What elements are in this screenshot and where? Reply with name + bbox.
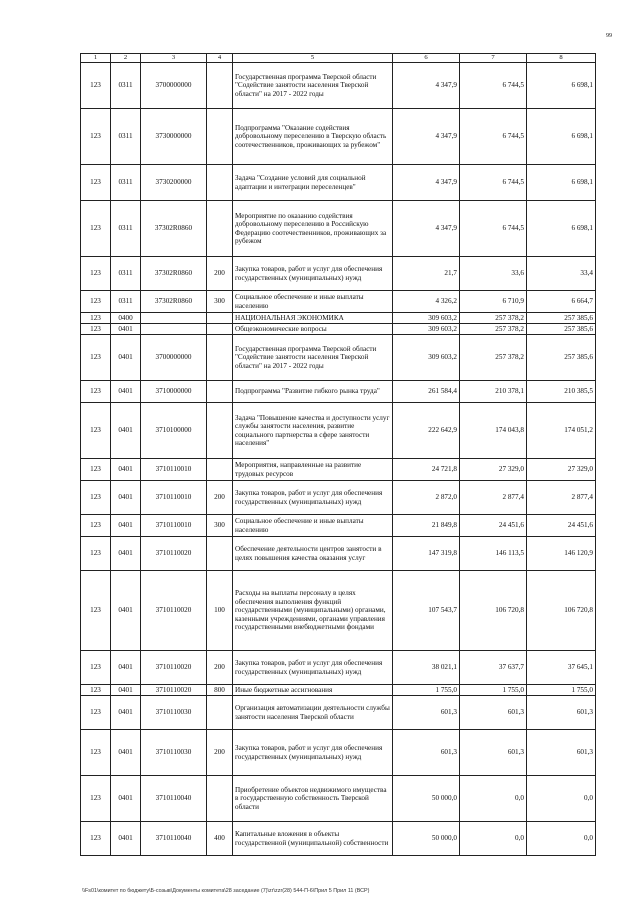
item-name-cell: Социальное обеспечение и иные выплаты населению bbox=[233, 515, 393, 537]
chapter-code-cell: 123 bbox=[81, 776, 111, 822]
item-name-cell: Мероприятия, направленные на развитие трудовых ресурсов bbox=[233, 459, 393, 481]
target-article-cell: 3710110020 bbox=[141, 571, 207, 651]
amount-cell-col6: 309 603,2 bbox=[393, 313, 460, 324]
amount-cell-col6: 309 603,2 bbox=[393, 324, 460, 335]
expense-type-cell bbox=[207, 165, 233, 201]
amount-cell-col6: 4 347,9 bbox=[393, 109, 460, 165]
expense-type-cell bbox=[207, 403, 233, 459]
section-code-cell: 0401 bbox=[111, 481, 141, 515]
target-article-cell: 37302R0860 bbox=[141, 257, 207, 291]
target-article-cell: 3710110030 bbox=[141, 730, 207, 776]
section-code-cell: 0311 bbox=[111, 291, 141, 313]
amount-cell-col7: 257 378,2 bbox=[460, 324, 527, 335]
target-article-cell: 3710110010 bbox=[141, 481, 207, 515]
expense-type-cell: 100 bbox=[207, 571, 233, 651]
table-row bbox=[81, 324, 596, 335]
amount-cell-col7: 6 744,5 bbox=[460, 165, 527, 201]
chapter-code-cell: 123 bbox=[81, 822, 111, 856]
amount-cell-col8: 601,3 bbox=[527, 730, 596, 776]
section-code-cell: 0401 bbox=[111, 515, 141, 537]
chapter-code-cell: 123 bbox=[81, 313, 111, 324]
item-name-cell: Капитальные вложения в объекты государственной (муниципальной) собственности bbox=[233, 822, 393, 856]
item-name-cell: Подпрограмма "Оказание содействия добровольному переселению в Тверскую область соотечественников, проживающих за рубежом" bbox=[233, 109, 393, 165]
amount-cell-col6: 222 642,9 bbox=[393, 403, 460, 459]
table-row bbox=[81, 109, 596, 165]
item-name-cell: Государственная программа Тверской области "Содействие занятости населения Тверской области" на 2017 - 2022 годы bbox=[233, 335, 393, 381]
expense-type-cell: 200 bbox=[207, 651, 233, 685]
amount-cell-col7: 24 451,6 bbox=[460, 515, 527, 537]
amount-cell-col6: 261 584,4 bbox=[393, 381, 460, 403]
table-row bbox=[81, 776, 596, 822]
amount-cell-col7: 37 637,7 bbox=[460, 651, 527, 685]
amount-cell-col8: 6 698,1 bbox=[527, 109, 596, 165]
column-header: 2 bbox=[111, 54, 141, 63]
section-code-cell: 0401 bbox=[111, 776, 141, 822]
column-header: 6 bbox=[393, 54, 460, 63]
item-name-cell: Приобретение объектов недвижимого имущества в государственную собственность Тверской области bbox=[233, 776, 393, 822]
amount-cell-col6: 601,3 bbox=[393, 730, 460, 776]
section-code-cell: 0311 bbox=[111, 257, 141, 291]
chapter-code-cell: 123 bbox=[81, 730, 111, 776]
amount-cell-col7: 6 744,5 bbox=[460, 109, 527, 165]
table-row bbox=[81, 313, 596, 324]
amount-cell-col6: 4 347,9 bbox=[393, 201, 460, 257]
amount-cell-col6: 147 319,8 bbox=[393, 537, 460, 571]
amount-cell-col6: 2 872,0 bbox=[393, 481, 460, 515]
chapter-code-cell: 123 bbox=[81, 324, 111, 335]
item-name-cell: Закупка товаров, работ и услуг для обеспечения государственных (муниципальных) нужд bbox=[233, 481, 393, 515]
target-article-cell bbox=[141, 313, 207, 324]
column-header: 8 bbox=[527, 54, 596, 63]
amount-cell-col7: 106 720,8 bbox=[460, 571, 527, 651]
item-name-cell: Закупка товаров, работ и услуг для обеспечения государственных (муниципальных) нужд bbox=[233, 730, 393, 776]
target-article-cell: 3710110010 bbox=[141, 515, 207, 537]
section-code-cell: 0311 bbox=[111, 109, 141, 165]
item-name-cell: Мероприятие по оказанию содействия добровольному переселению в Российскую Федерацию соотечественников, проживающих за рубежом bbox=[233, 201, 393, 257]
expense-type-cell bbox=[207, 324, 233, 335]
table-row bbox=[81, 537, 596, 571]
table-row bbox=[81, 730, 596, 776]
table-row bbox=[81, 481, 596, 515]
item-name-cell: Общеэкономические вопросы bbox=[233, 324, 393, 335]
item-name-cell: Организация автоматизации деятельности службы занятости населения Тверской области bbox=[233, 696, 393, 730]
expense-type-cell: 800 bbox=[207, 685, 233, 696]
amount-cell-col6: 601,3 bbox=[393, 696, 460, 730]
chapter-code-cell: 123 bbox=[81, 335, 111, 381]
expense-type-cell bbox=[207, 313, 233, 324]
amount-cell-col8: 2 877,4 bbox=[527, 481, 596, 515]
expense-type-cell bbox=[207, 201, 233, 257]
amount-cell-col6: 1 755,0 bbox=[393, 685, 460, 696]
chapter-code-cell: 123 bbox=[81, 537, 111, 571]
amount-cell-col7: 2 877,4 bbox=[460, 481, 527, 515]
target-article-cell: 3710110030 bbox=[141, 696, 207, 730]
chapter-code-cell: 123 bbox=[81, 685, 111, 696]
amount-cell-col8: 0,0 bbox=[527, 776, 596, 822]
amount-cell-col7: 0,0 bbox=[460, 776, 527, 822]
expense-type-cell bbox=[207, 109, 233, 165]
section-code-cell: 0401 bbox=[111, 651, 141, 685]
chapter-code-cell: 123 bbox=[81, 109, 111, 165]
target-article-cell: 3710110040 bbox=[141, 776, 207, 822]
expense-type-cell bbox=[207, 459, 233, 481]
table-row bbox=[81, 257, 596, 291]
amount-cell-col8: 210 385,5 bbox=[527, 381, 596, 403]
table-row bbox=[81, 201, 596, 257]
expense-type-cell: 200 bbox=[207, 481, 233, 515]
target-article-cell: 3710110040 bbox=[141, 822, 207, 856]
amount-cell-col7: 146 113,5 bbox=[460, 537, 527, 571]
expense-type-cell bbox=[207, 63, 233, 109]
table-row bbox=[81, 165, 596, 201]
amount-cell-col7: 0,0 bbox=[460, 822, 527, 856]
expense-type-cell: 400 bbox=[207, 822, 233, 856]
section-code-cell: 0401 bbox=[111, 696, 141, 730]
amount-cell-col6: 107 543,7 bbox=[393, 571, 460, 651]
amount-cell-col8: 601,3 bbox=[527, 696, 596, 730]
column-header: 5 bbox=[233, 54, 393, 63]
section-code-cell: 0400 bbox=[111, 313, 141, 324]
target-article-cell: 3710110020 bbox=[141, 651, 207, 685]
expense-type-cell bbox=[207, 776, 233, 822]
table-row bbox=[81, 381, 596, 403]
amount-cell-col8: 33,4 bbox=[527, 257, 596, 291]
expense-type-cell: 200 bbox=[207, 257, 233, 291]
column-header: 4 bbox=[207, 54, 233, 63]
table-row bbox=[81, 63, 596, 109]
chapter-code-cell: 123 bbox=[81, 291, 111, 313]
table-row bbox=[81, 403, 596, 459]
page-number: 99 bbox=[606, 33, 612, 39]
budget-table bbox=[80, 53, 596, 856]
item-name-cell: Государственная программа Тверской области "Содействие занятости населения Тверской области" на 2017 - 2022 годы bbox=[233, 63, 393, 109]
chapter-code-cell: 123 bbox=[81, 651, 111, 685]
chapter-code-cell: 123 bbox=[81, 403, 111, 459]
section-code-cell: 0311 bbox=[111, 165, 141, 201]
expense-type-cell bbox=[207, 381, 233, 403]
section-code-cell: 0401 bbox=[111, 685, 141, 696]
expense-type-cell bbox=[207, 537, 233, 571]
amount-cell-col6: 4 347,9 bbox=[393, 165, 460, 201]
item-name-cell: НАЦИОНАЛЬНАЯ ЭКОНОМИКА bbox=[233, 313, 393, 324]
amount-cell-col6: 24 721,8 bbox=[393, 459, 460, 481]
table-row bbox=[81, 291, 596, 313]
amount-cell-col7: 601,3 bbox=[460, 696, 527, 730]
chapter-code-cell: 123 bbox=[81, 515, 111, 537]
amount-cell-col6: 21 849,8 bbox=[393, 515, 460, 537]
item-name-cell: Закупка товаров, работ и услуг для обеспечения государственных (муниципальных) нужд bbox=[233, 651, 393, 685]
target-article-cell: 37302R0860 bbox=[141, 201, 207, 257]
item-name-cell: Социальное обеспечение и иные выплаты населению bbox=[233, 291, 393, 313]
item-name-cell: Иные бюджетные ассигнования bbox=[233, 685, 393, 696]
target-article-cell: 3710110020 bbox=[141, 537, 207, 571]
target-article-cell bbox=[141, 324, 207, 335]
table-row bbox=[81, 571, 596, 651]
amount-cell-col6: 4 326,2 bbox=[393, 291, 460, 313]
amount-cell-col7: 6 710,9 bbox=[460, 291, 527, 313]
chapter-code-cell: 123 bbox=[81, 257, 111, 291]
amount-cell-col8: 6 698,1 bbox=[527, 201, 596, 257]
chapter-code-cell: 123 bbox=[81, 571, 111, 651]
target-article-cell: 3710100000 bbox=[141, 403, 207, 459]
table-row bbox=[81, 685, 596, 696]
table-row bbox=[81, 335, 596, 381]
amount-cell-col7: 174 043,8 bbox=[460, 403, 527, 459]
item-name-cell: Закупка товаров, работ и услуг для обеспечения государственных (муниципальных) нужд bbox=[233, 257, 393, 291]
target-article-cell: 3710110010 bbox=[141, 459, 207, 481]
section-code-cell: 0401 bbox=[111, 381, 141, 403]
amount-cell-col7: 1 755,0 bbox=[460, 685, 527, 696]
amount-cell-col8: 6 698,1 bbox=[527, 63, 596, 109]
table-row bbox=[81, 822, 596, 856]
section-code-cell: 0401 bbox=[111, 571, 141, 651]
amount-cell-col7: 6 744,5 bbox=[460, 201, 527, 257]
table-header-row bbox=[81, 54, 596, 63]
chapter-code-cell: 123 bbox=[81, 63, 111, 109]
expense-type-cell: 200 bbox=[207, 730, 233, 776]
section-code-cell: 0401 bbox=[111, 822, 141, 856]
section-code-cell: 0401 bbox=[111, 730, 141, 776]
amount-cell-col6: 309 603,2 bbox=[393, 335, 460, 381]
amount-cell-col8: 6 664,7 bbox=[527, 291, 596, 313]
expense-type-cell bbox=[207, 335, 233, 381]
amount-cell-col6: 50 000,0 bbox=[393, 822, 460, 856]
chapter-code-cell: 123 bbox=[81, 459, 111, 481]
column-header: 3 bbox=[141, 54, 207, 63]
item-name-cell: Задача "Повышение качества и доступности услуг службы занятости населения, развитие социального партнерства в сфере занятости населения" bbox=[233, 403, 393, 459]
amount-cell-col8: 257 385,6 bbox=[527, 313, 596, 324]
amount-cell-col6: 38 021,1 bbox=[393, 651, 460, 685]
target-article-cell: 3710110020 bbox=[141, 685, 207, 696]
amount-cell-col8: 146 120,9 bbox=[527, 537, 596, 571]
table-row bbox=[81, 459, 596, 481]
target-article-cell: 3730200000 bbox=[141, 165, 207, 201]
section-code-cell: 0401 bbox=[111, 537, 141, 571]
chapter-code-cell: 123 bbox=[81, 165, 111, 201]
item-name-cell: Обеспечение деятельности центров занятости в целях повышения качества оказания услуг bbox=[233, 537, 393, 571]
target-article-cell: 3710000000 bbox=[141, 381, 207, 403]
section-code-cell: 0311 bbox=[111, 63, 141, 109]
expense-type-cell: 300 bbox=[207, 291, 233, 313]
amount-cell-col8: 0,0 bbox=[527, 822, 596, 856]
amount-cell-col7: 601,3 bbox=[460, 730, 527, 776]
section-code-cell: 0401 bbox=[111, 403, 141, 459]
item-name-cell: Подпрограмма "Развитие гибкого рынка труда" bbox=[233, 381, 393, 403]
expense-type-cell bbox=[207, 696, 233, 730]
amount-cell-col6: 50 000,0 bbox=[393, 776, 460, 822]
table-row bbox=[81, 515, 596, 537]
section-code-cell: 0401 bbox=[111, 324, 141, 335]
amount-cell-col8: 6 698,1 bbox=[527, 165, 596, 201]
amount-cell-col7: 27 329,0 bbox=[460, 459, 527, 481]
table-row bbox=[81, 651, 596, 685]
section-code-cell: 0311 bbox=[111, 201, 141, 257]
amount-cell-col6: 4 347,9 bbox=[393, 63, 460, 109]
column-header: 7 bbox=[460, 54, 527, 63]
item-name-cell: Расходы на выплаты персоналу в целях обеспечения выполнения функций государственными (муниципальными) органами, казенными учреждениями, органами управления государственными внебюджетными фондами bbox=[233, 571, 393, 651]
amount-cell-col8: 37 645,1 bbox=[527, 651, 596, 685]
table-row bbox=[81, 696, 596, 730]
amount-cell-col6: 21,7 bbox=[393, 257, 460, 291]
amount-cell-col7: 33,6 bbox=[460, 257, 527, 291]
amount-cell-col8: 174 051,2 bbox=[527, 403, 596, 459]
amount-cell-col8: 257 385,6 bbox=[527, 324, 596, 335]
target-article-cell: 3730000000 bbox=[141, 109, 207, 165]
amount-cell-col8: 1 755,0 bbox=[527, 685, 596, 696]
chapter-code-cell: 123 bbox=[81, 381, 111, 403]
item-name-cell: Задача "Создание условий для социальной адаптации и интеграции переселенцев" bbox=[233, 165, 393, 201]
column-header: 1 bbox=[81, 54, 111, 63]
section-code-cell: 0401 bbox=[111, 335, 141, 381]
target-article-cell: 3700000000 bbox=[141, 63, 207, 109]
amount-cell-col8: 106 720,8 bbox=[527, 571, 596, 651]
amount-cell-col8: 24 451,6 bbox=[527, 515, 596, 537]
amount-cell-col7: 6 744,5 bbox=[460, 63, 527, 109]
amount-cell-col8: 27 329,0 bbox=[527, 459, 596, 481]
file-path-footer: \\Fs01\комитет по бюджету\Б-созыв\Документы комитета\28 заседание (7)\zr\zzr(28) 544-П-6\Прил 5 Прил 11 (ВСР) bbox=[82, 888, 370, 894]
section-code-cell: 0401 bbox=[111, 459, 141, 481]
expense-type-cell: 300 bbox=[207, 515, 233, 537]
target-article-cell: 3700000000 bbox=[141, 335, 207, 381]
chapter-code-cell: 123 bbox=[81, 201, 111, 257]
target-article-cell: 37302R0860 bbox=[141, 291, 207, 313]
amount-cell-col7: 210 378,1 bbox=[460, 381, 527, 403]
amount-cell-col7: 257 378,2 bbox=[460, 313, 527, 324]
chapter-code-cell: 123 bbox=[81, 481, 111, 515]
amount-cell-col8: 257 385,6 bbox=[527, 335, 596, 381]
amount-cell-col7: 257 378,2 bbox=[460, 335, 527, 381]
chapter-code-cell: 123 bbox=[81, 696, 111, 730]
